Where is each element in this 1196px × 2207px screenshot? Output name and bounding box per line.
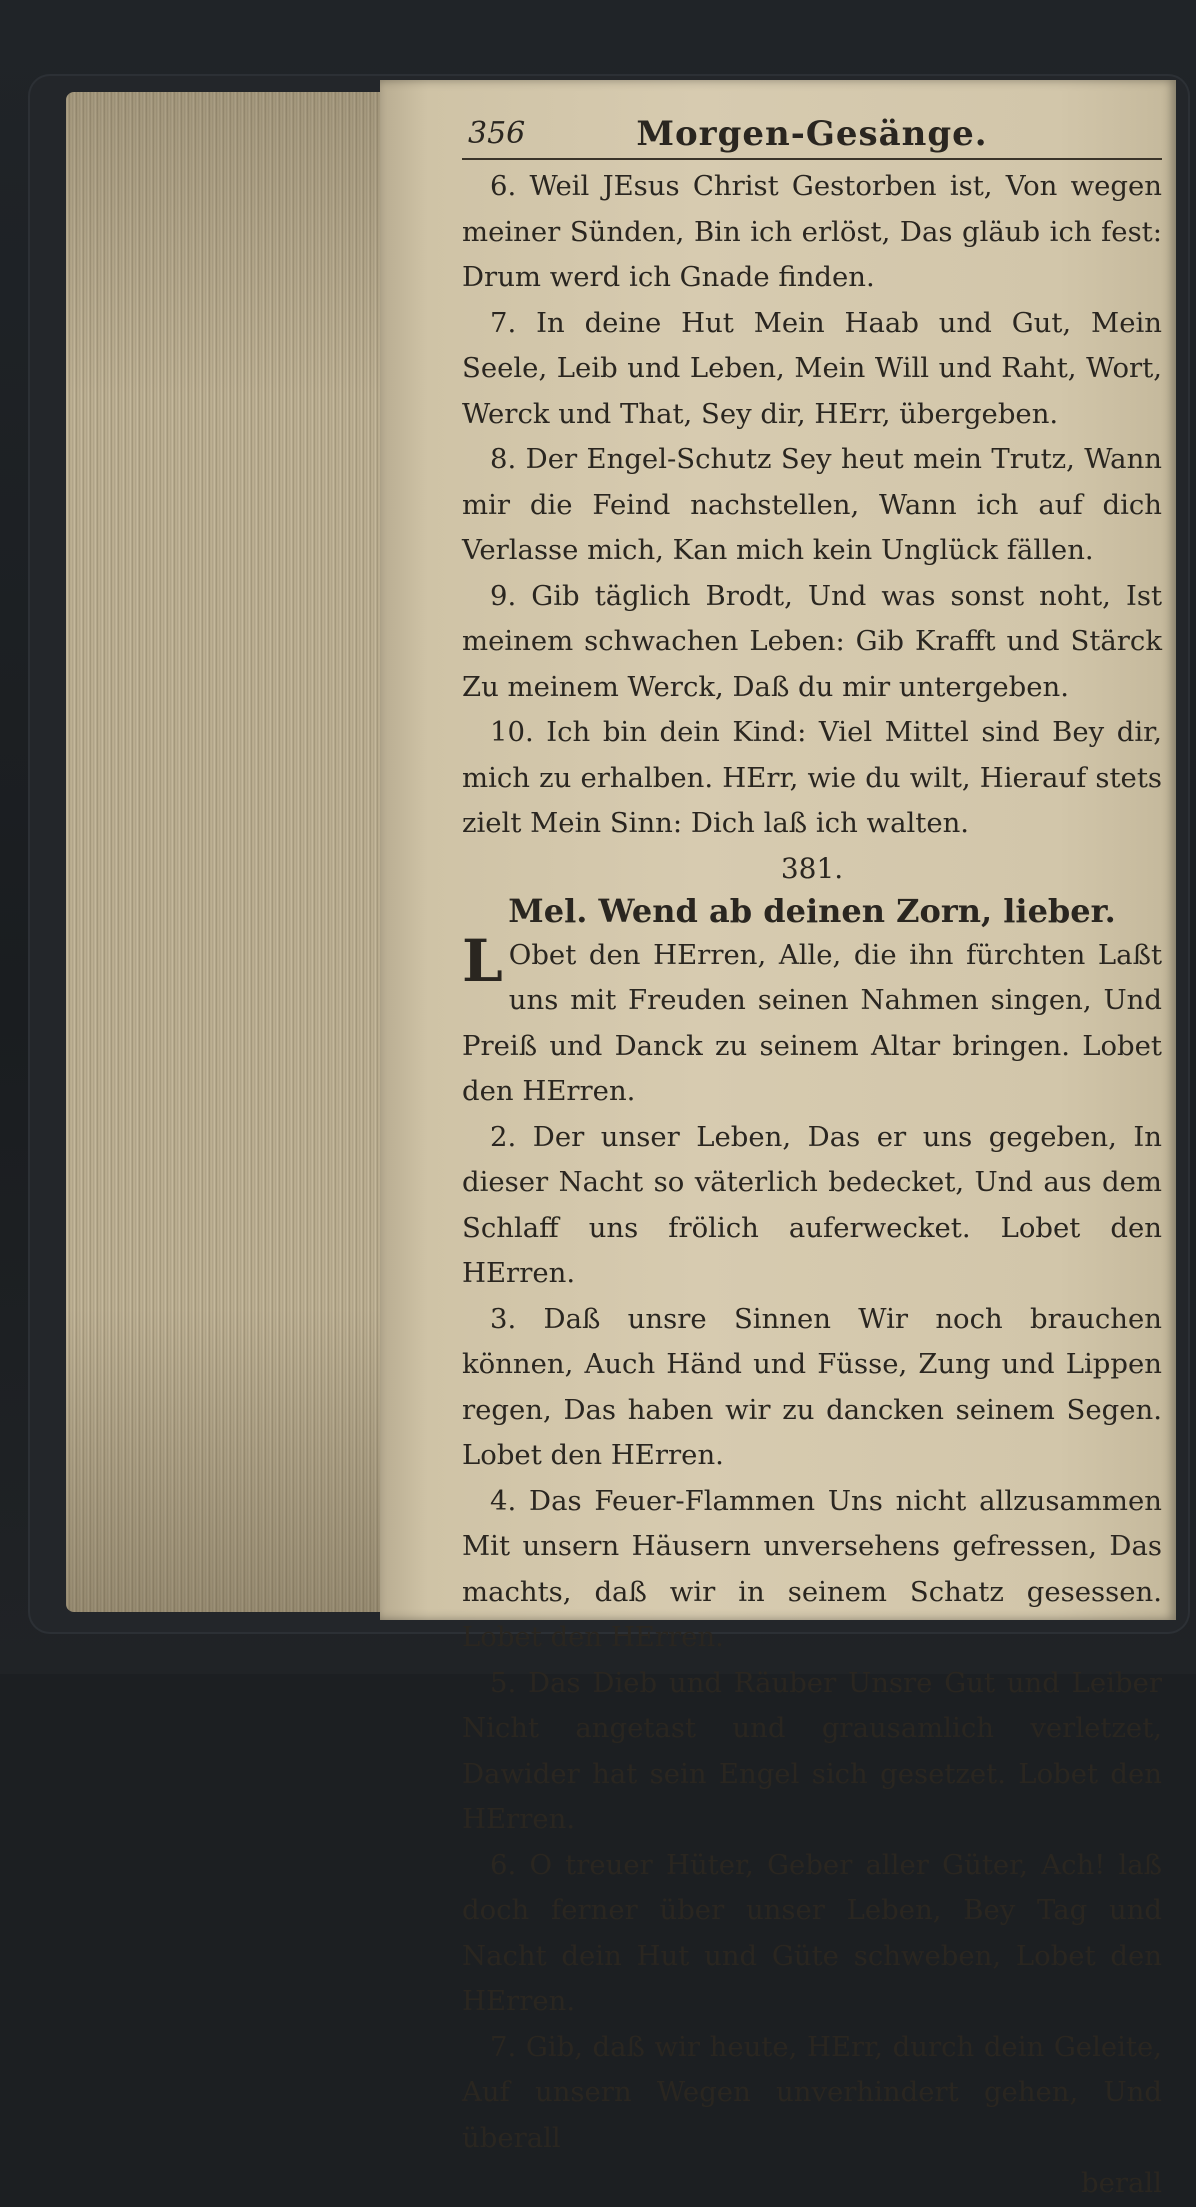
drop-cap: L [462, 926, 503, 995]
verse: 4. Das Feuer-Flammen Uns nicht allzusammen Mit unsern Häusern unversehens gefressen, Das machts, daß wir in seinem Schatz gesessen. Lobet den HErren. [462, 1484, 1162, 1653]
verse: 6. Weil JEsus Christ Gestorben ist, Von wegen meiner Sünden, Bin ich erlöst, Das gläub ich fest: Drum werd ich Gnade finden. [462, 170, 1162, 293]
verse: 3. Daß unsre Sinnen Wir noch brauchen können, Auch Händ und Füsse, Zung und Lippen regen, Das haben wir zu dancken seinem Segen. Lobet den HErren. [462, 1302, 1162, 1471]
verse: 2. Der unser Leben, Das er uns gegeben, In dieser Nacht so väterlich bedecket, Und aus dem Schlaff uns frölich auferwecket. Lobet den HErren. [462, 1120, 1162, 1289]
section-title: Morgen-Gesänge. [636, 114, 988, 154]
running-head [462, 112, 1162, 160]
verse: 7. Gib, daß wir heute, HErr, durch dein Geleite, Auf unsern Wegen unverhindert gehen, Und überall [462, 2030, 1162, 2154]
page-text [462, 112, 1162, 2207]
verse: 6. O treuer Hüter, Geber aller Güter, Ach! laß doch ferner über unser Leben, Bey Tag und Nacht dein Hut und Güte schweben, Lobet den HErren. [462, 1848, 1162, 2017]
melody-line: Mel. Wend ab deinen Zorn, lieber. [508, 891, 1116, 930]
hymn-number: 381. [780, 851, 844, 885]
verse: 7. In deine Hut Mein Haab und Gut, Mein Seele, Leib und Leben, Mein Will und Raht, Wort, Werck und That, Sey dir, HErr, übergeben. [462, 306, 1162, 430]
page-number: 356 [468, 116, 526, 151]
catchword: berall [1080, 2167, 1162, 2199]
verse: 10. Ich bin dein Kind: Viel Mittel sind Bey dir, mich zu erhalben. HErr, wie du wilt, Hierauf stets zielt Mein Sinn: Dich laß ich walten. [462, 716, 1162, 839]
verse: 9. Gib täglich Brodt, Und was sonst noht, Ist meinem schwachen Leben: Gib Krafft und Stärck Zu meinem Werck, Daß du mir untergeben. [462, 579, 1162, 703]
page-stack-shadow [66, 92, 382, 1612]
first-verse [462, 926, 1162, 1115]
verse: 8. Der Engel-Schutz Sey heut mein Trutz, Wann mir die Feind nachstellen, Wann ich auf dich Verlasse mich, Kan mich kein Unglück fällen. [462, 443, 1162, 566]
verse: 5. Das Dieb und Räuber Unsre Gut und Leiber Nicht angetast und grausamlich verletzet, Dawider hat sein Engel sich gesetzet. Lobet den HErren. [462, 1666, 1162, 1835]
first-verse-text: Obet den HErren, Alle, die ihn fürchten Laßt uns mit Freuden seinen Nahmen singen, Und Preiß und Danck zu seinem Altar bringen. Lobet den HErren. [462, 938, 1162, 1107]
